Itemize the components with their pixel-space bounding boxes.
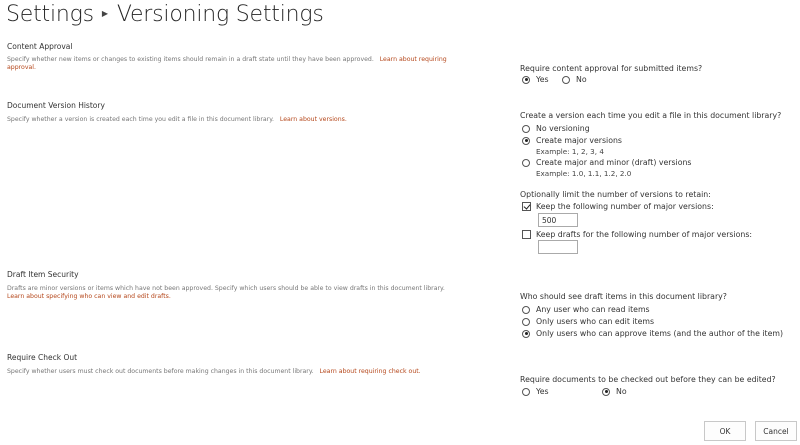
section-title-version-history: Document Version History xyxy=(7,101,105,110)
example-major-versions: Example: 1, 2, 3, 4 xyxy=(536,147,604,156)
radio-button[interactable] xyxy=(522,125,530,133)
checkbox[interactable] xyxy=(522,202,531,211)
major-versions-count-input[interactable]: 500 xyxy=(538,213,578,227)
radio-button[interactable] xyxy=(522,388,530,396)
checkbox-keep-major[interactable]: Keep the following number of major versions: xyxy=(522,202,714,211)
radio-no-versioning[interactable]: No versioning xyxy=(522,124,590,133)
cancel-button[interactable]: Cancel xyxy=(755,421,797,441)
section-description-check-out: Specify whether users must check out documents before making changes in this document library. Learn about requiring check out. xyxy=(7,368,421,375)
breadcrumb-arrow-icon: ▶ xyxy=(101,8,108,18)
question-version-history: Create a version each time you edit a file in this document library? xyxy=(520,111,782,120)
radio-any-user-read[interactable]: Any user who can read items xyxy=(522,305,650,314)
radio-button[interactable] xyxy=(562,76,570,84)
radio-button[interactable] xyxy=(522,306,530,314)
example-major-minor-versions: Example: 1.0, 1.1, 1.2, 2.0 xyxy=(536,169,632,178)
radio-button[interactable] xyxy=(522,318,530,326)
radio-check-out-yes[interactable]: Yes xyxy=(522,387,549,396)
section-title-content-approval: Content Approval xyxy=(7,42,73,51)
radio-major-versions[interactable]: Create major versions xyxy=(522,136,622,145)
section-title-draft-security: Draft Item Security xyxy=(7,270,79,279)
radio-button[interactable] xyxy=(522,159,530,167)
learn-approval-link[interactable]: Learn about requiring approval. xyxy=(7,56,447,71)
section-title-check-out: Require Check Out xyxy=(7,353,78,362)
section-description-content-approval: Specify whether new items or changes to existing items should remain in a draft state until they have been approved. Learn about requiring approval. xyxy=(7,56,447,71)
learn-draft-security-link[interactable]: Learn about specifying who can view and edit drafts. xyxy=(7,293,171,300)
radio-button[interactable] xyxy=(522,76,530,84)
radio-button[interactable] xyxy=(602,388,610,396)
question-draft-security: Who should see draft items in this document library? xyxy=(520,292,727,301)
learn-versions-link[interactable]: Learn about versions. xyxy=(279,116,347,123)
learn-check-out-link[interactable]: Learn about requiring check out. xyxy=(319,368,421,375)
page-title-text: Versioning Settings xyxy=(116,2,324,27)
radio-button[interactable] xyxy=(522,330,530,338)
page-title xyxy=(6,2,324,27)
radio-check-out-no[interactable]: No xyxy=(602,387,627,396)
checkbox-keep-drafts[interactable]: Keep drafts for the following number of major versions: xyxy=(522,230,752,239)
question-content-approval: Require content approval for submitted items? xyxy=(520,64,703,73)
draft-versions-count-input[interactable] xyxy=(538,240,578,254)
question-check-out: Require documents to be checked out before they can be edited? xyxy=(520,375,776,384)
breadcrumb-settings[interactable]: Settings xyxy=(6,2,94,27)
ok-button[interactable]: OK xyxy=(704,421,746,441)
limit-versions-label: Optionally limit the number of versions to retain: xyxy=(520,190,711,199)
radio-approval-yes[interactable]: Yes xyxy=(522,75,549,84)
radio-button[interactable] xyxy=(522,137,530,145)
section-description-version-history: Specify whether a version is created each time you edit a file in this document library. Learn about versions. xyxy=(7,116,347,123)
radio-users-edit[interactable]: Only users who can edit items xyxy=(522,317,654,326)
checkbox[interactable] xyxy=(522,230,531,239)
radio-users-approve[interactable]: Only users who can approve items (and the author of the item) xyxy=(522,329,783,338)
radio-major-minor-versions[interactable]: Create major and minor (draft) versions xyxy=(522,158,691,167)
section-description-draft-security: Drafts are minor versions or items which have not been approved. Specify which users should be able to view drafts in this document library. Learn about specifying who can view and edit drafts. xyxy=(7,285,445,300)
radio-approval-no[interactable]: No xyxy=(562,75,587,84)
